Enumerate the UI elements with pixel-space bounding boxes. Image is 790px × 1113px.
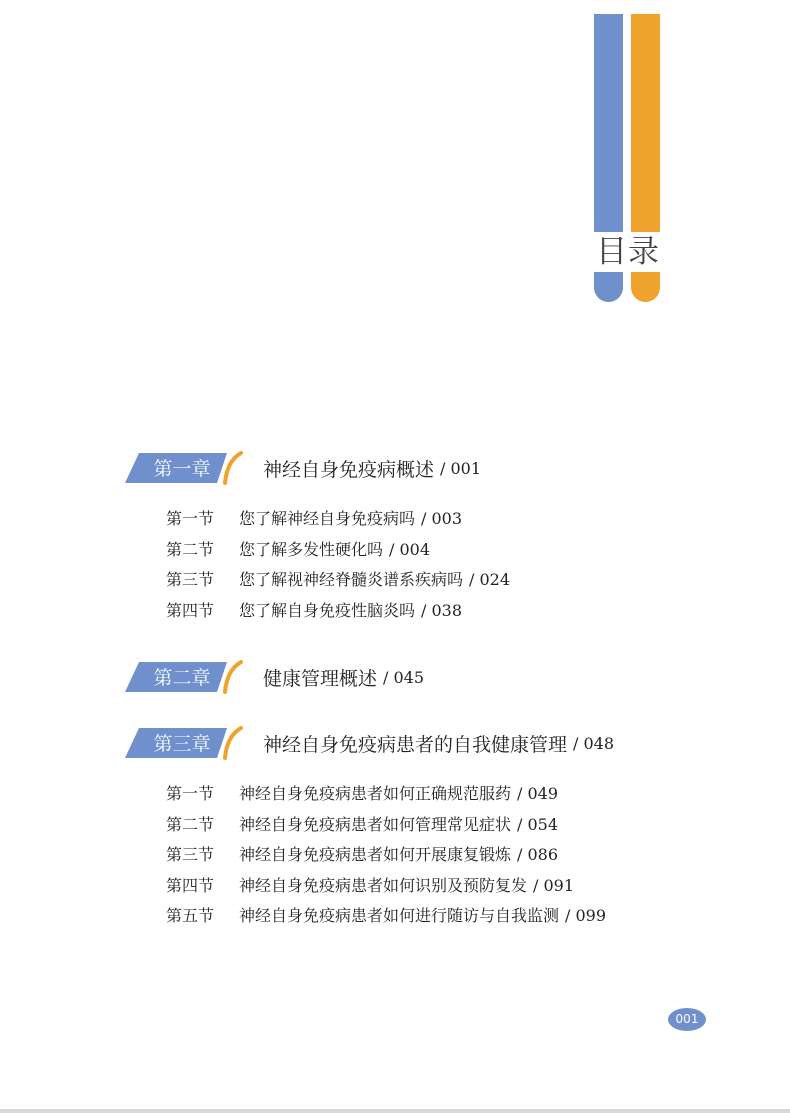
chapter-label: 第三章 [153, 733, 211, 755]
page-number-badge: 001 [668, 1008, 706, 1031]
section-label: 第五节 [166, 906, 215, 926]
chapter-title: 神经自身免疫病概述 [263, 458, 435, 481]
section-label: 第一节 [166, 509, 215, 528]
chapter-3[interactable] [123, 726, 614, 760]
section-title: 您了解视神经脊髓炎谱系疾病吗 [239, 570, 464, 590]
section-title: 您了解自身免疫性脑炎吗 [239, 600, 416, 620]
chapter-label: 第二章 [153, 667, 211, 689]
section-label: 第三节 [166, 570, 215, 590]
chapter-3-sections [166, 779, 606, 932]
chapter-page: / 045 [383, 667, 425, 687]
chapter-title: 神经自身免疫病患者的自我健康管理 [263, 733, 568, 756]
section-label: 第三节 [166, 845, 215, 865]
section-label: 第一节 [166, 784, 215, 803]
chapter-label: 第一章 [153, 458, 211, 480]
toc-entry[interactable] [166, 565, 510, 596]
section-title: 您了解神经自身免疫病吗 [239, 509, 416, 528]
section-label: 第二节 [166, 814, 215, 834]
toc-entry[interactable] [166, 596, 510, 627]
chapter-page: / 048 [573, 733, 615, 753]
chapter-badge [123, 660, 243, 694]
toc-entry[interactable] [166, 504, 510, 535]
section-title: 神经自身免疫病患者如何识别及预防复发 [239, 875, 528, 895]
section-label: 第四节 [166, 600, 215, 620]
toc-entry[interactable] [166, 779, 606, 810]
chapter-page: / 001 [440, 458, 482, 478]
section-page: / 038 [421, 600, 463, 620]
section-page: / 004 [389, 539, 431, 559]
toc-heading: 目录 [596, 234, 660, 270]
toc-entry[interactable] [166, 535, 510, 566]
section-title: 您了解多发性硬化吗 [239, 539, 384, 559]
section-page: / 054 [517, 814, 559, 834]
section-page: / 091 [533, 875, 575, 895]
section-label: 第四节 [166, 875, 215, 895]
section-page: / 086 [517, 845, 559, 865]
section-title: 神经自身免疫病患者如何管理常见症状 [239, 814, 512, 834]
section-page: / 003 [421, 509, 463, 528]
toc-entry[interactable] [166, 871, 606, 902]
section-title: 神经自身免疫病患者如何进行随访与自我监测 [239, 906, 560, 926]
toc-entry[interactable] [166, 810, 606, 841]
bottom-rule [0, 1109, 790, 1113]
section-page: / 099 [565, 906, 607, 926]
section-page: / 049 [517, 784, 559, 803]
chapter-1[interactable] [123, 451, 481, 485]
chapter-2[interactable] [123, 660, 424, 694]
section-label: 第二节 [166, 539, 215, 559]
toc-entry[interactable] [166, 901, 606, 932]
chapter-badge [123, 451, 243, 485]
section-title: 神经自身免疫病患者如何正确规范服药 [239, 784, 512, 803]
toc-entry[interactable] [166, 840, 606, 871]
section-title: 神经自身免疫病患者如何开展康复锻炼 [239, 845, 512, 865]
chapter-title: 健康管理概述 [263, 667, 378, 690]
chapter-1-sections [166, 504, 510, 626]
chapter-badge [123, 726, 243, 760]
section-page: / 024 [469, 570, 511, 590]
